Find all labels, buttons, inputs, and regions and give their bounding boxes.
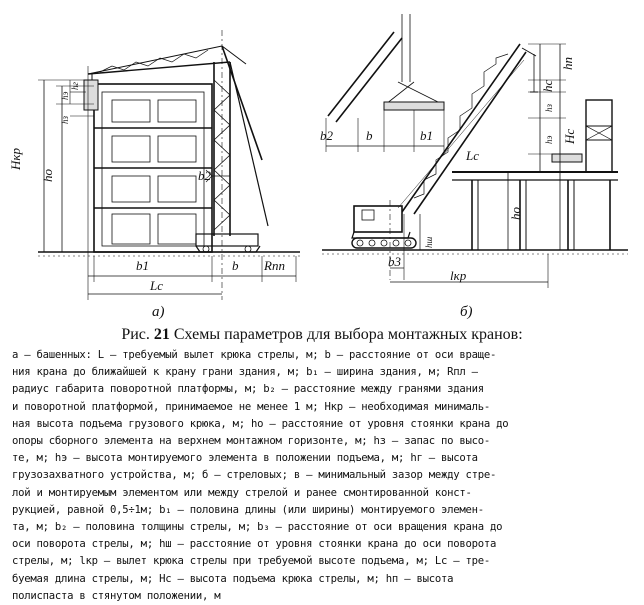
label-a-hz: hз — [60, 115, 70, 124]
legend-line: оси поворота стрелы, м; hш — расстояние от уровня стоянки крана до оси поворота — [12, 538, 497, 551]
label-b-panel: б) — [460, 304, 473, 320]
label-b-b: b — [366, 128, 373, 143]
label-b-b2: b2 — [320, 128, 333, 143]
legend-line: опоры сборного элемента на верхнем монтажном горизонте, м; hз — запас по высо- — [12, 435, 490, 448]
label-a-ho: ho — [40, 169, 55, 182]
scheme-a-tower-crane — [38, 30, 300, 300]
label-b-hz: hз — [544, 103, 554, 112]
label-b-b3: b3 — [388, 254, 401, 269]
label-b-hc-top: hc — [540, 79, 555, 92]
legend-line: буемая длина стрелы, м; Hс — высота подъема крюка стрелы, м; hп — высота — [12, 572, 454, 585]
figure-legend — [12, 347, 630, 605]
label-a-lc: Lc — [150, 278, 163, 293]
label-a-hkr: Hкр — [8, 148, 23, 170]
label-a-rpp: Rпп — [264, 258, 285, 273]
label-a-he: hэ — [60, 91, 70, 100]
legend-line: лой и монтируемым элементом или между стрелой и ранее смонтированной конст- — [12, 486, 472, 499]
legend-line: та, м; b₂ — половина толщины стрелы, м; b₃ — расстояние от оси вращения крана до — [12, 521, 503, 534]
caption-title: Схемы параметров для выбора монтажных кранов: — [173, 326, 523, 343]
label-a-b2: b2 — [198, 168, 211, 183]
label-b-b1: b1 — [420, 128, 433, 143]
legend-line: рукцией, равной 0,5÷1м; b₁ — половина длины (или ширины) монтируемого элемен- — [12, 503, 484, 516]
legend-line: грузозахватного устройства, м; б — стреловых; в — минимальный зазор между стре- — [12, 469, 497, 482]
label-b-lkr: lкр — [450, 268, 467, 283]
label-b-hsh: hш — [424, 236, 434, 248]
caption-prefix: Рис. — [121, 326, 150, 343]
label-a-panel: а) — [152, 304, 165, 320]
legend-line: ния крана до ближайшей к крану грани здания, м; b₁ — ширина здания, м; Rпл — — [12, 366, 478, 379]
legend-line: те, м; hэ — высота монтируемого элемента в положении подъема, м; hг — высота — [12, 452, 478, 465]
label-b-ho: ho — [508, 207, 523, 220]
label-a-b1: b1 — [136, 258, 149, 273]
legend-line: радиус габарита поворотной платформы, м; b₂ — расстояние между гранями здания — [12, 383, 484, 396]
legend-line: полиспаста в стянутом положении, м — [12, 589, 221, 602]
figure-caption — [12, 326, 632, 344]
scheme-b-labels — [320, 57, 577, 320]
legend-line: стрелы, м; lкр — вылет крюка стрелы при требуемой высоте подъема, м; Lс — тре- — [12, 555, 490, 568]
legend-line: и поворотной платформой, принимаемое не менее 1 м; Hкр — необходимая минималь- — [12, 400, 490, 413]
label-b-hc: Hc — [562, 128, 577, 144]
label-a-b: b — [232, 258, 239, 273]
label-b-hn: hп — [560, 57, 575, 70]
label-b-he: hэ — [544, 135, 554, 144]
label-b-lc: Lc — [466, 148, 479, 163]
legend-line: а — башенных: L — требуемый вылет крюка стрелы, м; b — расстояние от оси враще- — [12, 349, 497, 361]
caption-number: 21 — [153, 326, 170, 343]
legend-line: ная высота подъема грузового крюка, м; hо — расстояние от уровня стоянки крана до — [12, 417, 509, 430]
label-a-hg: hг — [70, 81, 80, 90]
